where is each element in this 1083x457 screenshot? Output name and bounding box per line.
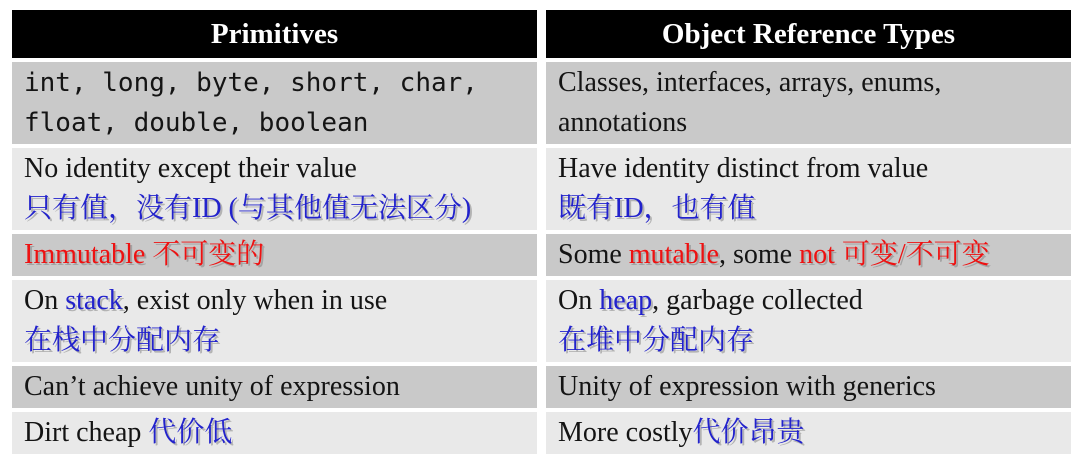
text-segment-red: Immutable 不可变的 <box>24 239 265 270</box>
text-segment-blue: 在堆中分配内存 <box>558 325 755 356</box>
text-segment-black: Can’t achieve unity of expression <box>24 371 400 402</box>
table-cell-left <box>12 280 537 362</box>
table-cell-left <box>12 366 537 408</box>
table-cell-right <box>546 148 1071 230</box>
cell-text-line <box>24 189 525 229</box>
text-segment-black: annotations <box>558 107 688 138</box>
cell-text-line <box>558 413 1059 453</box>
text-segment-black: On <box>558 285 600 316</box>
table-cell-left <box>12 412 537 454</box>
cell-text-line <box>558 149 1059 189</box>
text-segment-black: Classes, interfaces, arrays, enums, <box>558 67 942 98</box>
text-segment-black: Dirt cheap <box>24 417 149 448</box>
text-segment-blue: stack <box>65 285 123 316</box>
cell-text-line <box>558 281 1059 321</box>
table-cell-left <box>12 148 537 230</box>
comparison-table <box>3 6 1080 457</box>
cell-text-line <box>558 235 1059 275</box>
text-segment-black: , some <box>718 239 800 270</box>
cell-text-line <box>558 63 1059 103</box>
table-cell-left <box>12 62 537 144</box>
text-segment-black: , garbage collected <box>652 285 863 316</box>
text-segment-red: 可变/不可变 <box>841 239 990 270</box>
table-row <box>12 62 1071 144</box>
table-row <box>12 280 1071 362</box>
text-segment-blue: 代价低 <box>148 417 233 448</box>
cell-text-line <box>24 149 525 189</box>
text-segment-blue: 在栈中分配内存 <box>24 325 221 356</box>
text-segment-black: Have identity distinct from value <box>558 153 929 184</box>
cell-text-line <box>24 235 525 275</box>
text-segment-black: Unity of expression with generics <box>558 371 936 402</box>
table-cell-right <box>546 366 1071 408</box>
table-row <box>12 148 1071 230</box>
table-cell-right <box>546 412 1071 454</box>
cell-text-line <box>558 103 1059 143</box>
cell-text-line <box>558 189 1059 229</box>
text-segment-black: On <box>24 285 66 316</box>
slide-canvas <box>0 6 1083 457</box>
text-segment-mono: float, double, boolean <box>24 108 369 138</box>
text-segment-blue: 代价昂贵 <box>692 417 805 448</box>
table-row <box>12 234 1071 276</box>
table-cell-right <box>546 62 1071 144</box>
text-segment-black: More costly <box>558 417 693 448</box>
cell-text-line <box>24 63 525 103</box>
table-cell-right <box>546 234 1071 276</box>
text-segment-red: not <box>799 239 835 270</box>
table-row <box>12 366 1071 408</box>
cell-text-line <box>24 367 525 407</box>
cell-text-line <box>558 367 1059 407</box>
table-cell-right <box>546 280 1071 362</box>
text-segment-blue: 只有值，没有ID (与其他值无法区分) <box>24 193 472 224</box>
text-segment-black <box>835 239 842 270</box>
cell-text-line <box>24 281 525 321</box>
table-row <box>12 412 1071 454</box>
text-segment-red: mutable <box>628 239 719 270</box>
table-body <box>12 62 1071 454</box>
table-cell-left <box>12 234 537 276</box>
text-segment-black: Some <box>558 239 629 270</box>
text-segment-mono: int, long, byte, short, char, <box>24 68 478 98</box>
text-segment-blue: heap <box>599 285 653 316</box>
text-segment-blue: 既有ID，也有值 <box>558 193 756 224</box>
text-segment-black: No identity except their value <box>24 153 357 184</box>
column-header-primitives: Primitives <box>12 10 537 58</box>
cell-text-line <box>24 103 525 143</box>
column-header-object-reference-types: Object Reference Types <box>546 10 1071 58</box>
cell-text-line <box>24 413 525 453</box>
cell-text-line <box>24 321 525 361</box>
table-header-row <box>12 10 1071 58</box>
cell-text-line <box>558 321 1059 361</box>
text-segment-black: , exist only when in use <box>122 285 388 316</box>
